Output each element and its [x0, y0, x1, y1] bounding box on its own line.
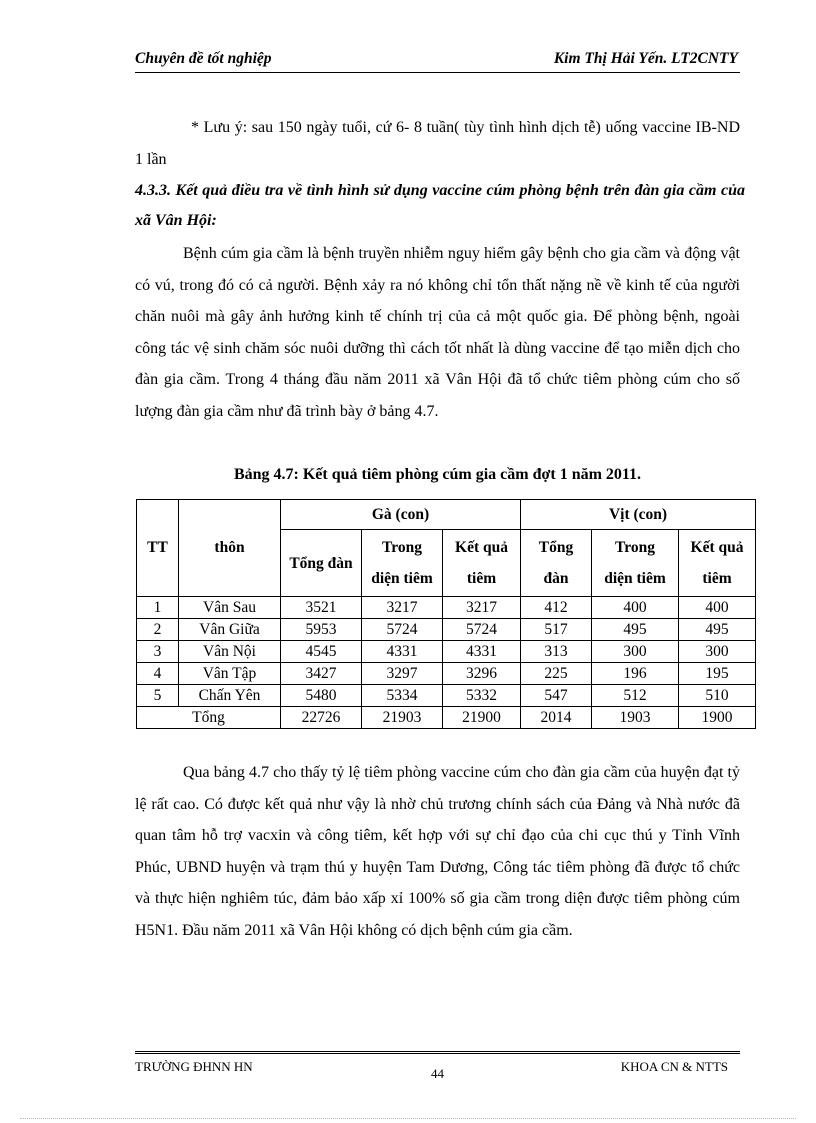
cell: 2 [137, 619, 179, 641]
cell: 5724 [362, 619, 443, 641]
group-header-ga: Gà (con) [281, 500, 521, 530]
col-header-thon: thôn [179, 500, 281, 597]
table-row [137, 663, 756, 685]
footer-faculty: KHOA CN & NTTS [620, 1059, 728, 1074]
cell: 412 [521, 597, 592, 619]
header-author: Kim Thị Hải Yến. LT2CNTY [553, 50, 738, 67]
cell: 510 [679, 685, 756, 707]
col-header-ga-ketqua: Kết quả tiêm [443, 530, 521, 597]
table-row [137, 597, 756, 619]
cell: 5480 [281, 685, 362, 707]
cell: 1 [137, 597, 179, 619]
cell: 512 [592, 685, 679, 707]
header-title: Chuyên đề tốt nghiệp [135, 50, 272, 67]
cell: 400 [592, 597, 679, 619]
table-caption: Bảng 4.7: Kết quả tiêm phòng cúm gia cầm đợt 1 năm 2011. [233, 466, 642, 483]
cell: 547 [521, 685, 592, 707]
cell: 5332 [443, 685, 521, 707]
cell: 3297 [362, 663, 443, 685]
cell: 3217 [443, 597, 521, 619]
cell: 4545 [281, 641, 362, 663]
cell: 300 [679, 641, 756, 663]
table-total-row [137, 707, 756, 729]
cell: 4331 [362, 641, 443, 663]
total-label: Tổng [137, 707, 281, 729]
cell: 495 [592, 619, 679, 641]
body-paragraph-1: Bệnh cúm gia cầm là bệnh truyền nhiễm nguy hiểm gây bệnh cho gia cầm và động vật có vú, trong đó có cả người. Bệnh xảy ra nó không chỉ tổn thất nặng nề về kinh tế của người chăn nuôi mà gây ảnh hưởng kinh tế chính trị của cả một quốc gia. Để phòng bệnh, ngoài công tác vệ sinh chăm sóc nuôi dưỡng thì cách tốt nhất là dùng vaccine để tạo miễn dịch cho đàn gia cầm. Trong 4 tháng đầu năm 2011 xã Vân Hội đã tổ chức tiêm phòng cúm cho số lượng đàn gia cầm như đã trình bày ở bảng 4.7. [135, 245, 740, 420]
cell: 5724 [443, 619, 521, 641]
cell: 3 [137, 641, 179, 663]
cell: 5 [137, 685, 179, 707]
cell: 225 [521, 663, 592, 685]
vaccination-table [136, 499, 756, 729]
cell: 4331 [443, 641, 521, 663]
col-header-tt: TT [137, 500, 179, 597]
cell: 195 [679, 663, 756, 685]
cell: 1903 [592, 707, 679, 729]
page-header [135, 50, 740, 73]
cell: 400 [679, 597, 756, 619]
cell: 21903 [362, 707, 443, 729]
table-row [137, 641, 756, 663]
cell: 5334 [362, 685, 443, 707]
cell: 3217 [362, 597, 443, 619]
cell: Vân Sau [179, 597, 281, 619]
page-number: 44 [431, 1066, 444, 1081]
cell: 2014 [521, 707, 592, 729]
cell: 21900 [443, 707, 521, 729]
note-paragraph: * Lưu ý: sau 150 ngày tuổi, cứ 6- 8 tuần( tùy tình hình dịch tễ) uống vaccine IB-ND 1 lần [135, 119, 740, 168]
col-header-vit-tong: Tổng đàn [521, 530, 592, 597]
cell: 196 [592, 663, 679, 685]
cell: Vân Giữa [179, 619, 281, 641]
table-row [137, 685, 756, 707]
page-footer [135, 1051, 740, 1084]
table-row [137, 619, 756, 641]
group-header-vit: Vịt (con) [521, 500, 756, 530]
col-header-vit-trong: Trong diện tiêm [592, 530, 679, 597]
cell: 313 [521, 641, 592, 663]
cell: 3296 [443, 663, 521, 685]
cell: Vân Tập [179, 663, 281, 685]
cell: 495 [679, 619, 756, 641]
page-boundary [20, 1118, 796, 1119]
cell: 4 [137, 663, 179, 685]
cell: 517 [521, 619, 592, 641]
body-paragraph-2: Qua bảng 4.7 cho thấy tỷ lệ tiêm phòng vaccine cúm cho đàn gia cầm của huyện đạt tỷ lệ rất cao. Có được kết quả như vậy là nhờ chủ trương chính sách của Đảng và Nhà nước đã quan tâm hỗ trợ vacxin và công tiêm, kết hợp với sự chỉ đạo của chi cục thú y Tỉnh Vĩnh Phúc, UBND huyện và trạm thú y huyện Tam Dương, Công tác tiêm phòng đã được tổ chức và thực hiện nghiêm túc, đảm bảo xấp xỉ 100% số gia cầm trong diện được tiêm phòng cúm H5N1. Đầu năm 2011 xã Vân Hội không có dịch bệnh cúm gia cầm. [135, 764, 740, 939]
footer-school: TRƯỜNG ĐHNN HN [135, 1059, 253, 1074]
cell: 5953 [281, 619, 362, 641]
col-header-ga-trong: Trong diện tiêm [362, 530, 443, 597]
col-header-vit-ketqua: Kết quả tiêm [679, 530, 756, 597]
section-heading: 4.3.3. Kết quả điều tra về tình hình sử dụng vaccine cúm phòng bệnh trên đàn gia cầm của xã Vân Hội: [135, 182, 745, 229]
cell: Vân Nội [179, 641, 281, 663]
cell: 3427 [281, 663, 362, 685]
cell: 1900 [679, 707, 756, 729]
cell: Chấn Yên [179, 685, 281, 707]
cell: 300 [592, 641, 679, 663]
cell: 3521 [281, 597, 362, 619]
col-header-ga-tong: Tổng đàn [281, 530, 362, 597]
cell: 22726 [281, 707, 362, 729]
